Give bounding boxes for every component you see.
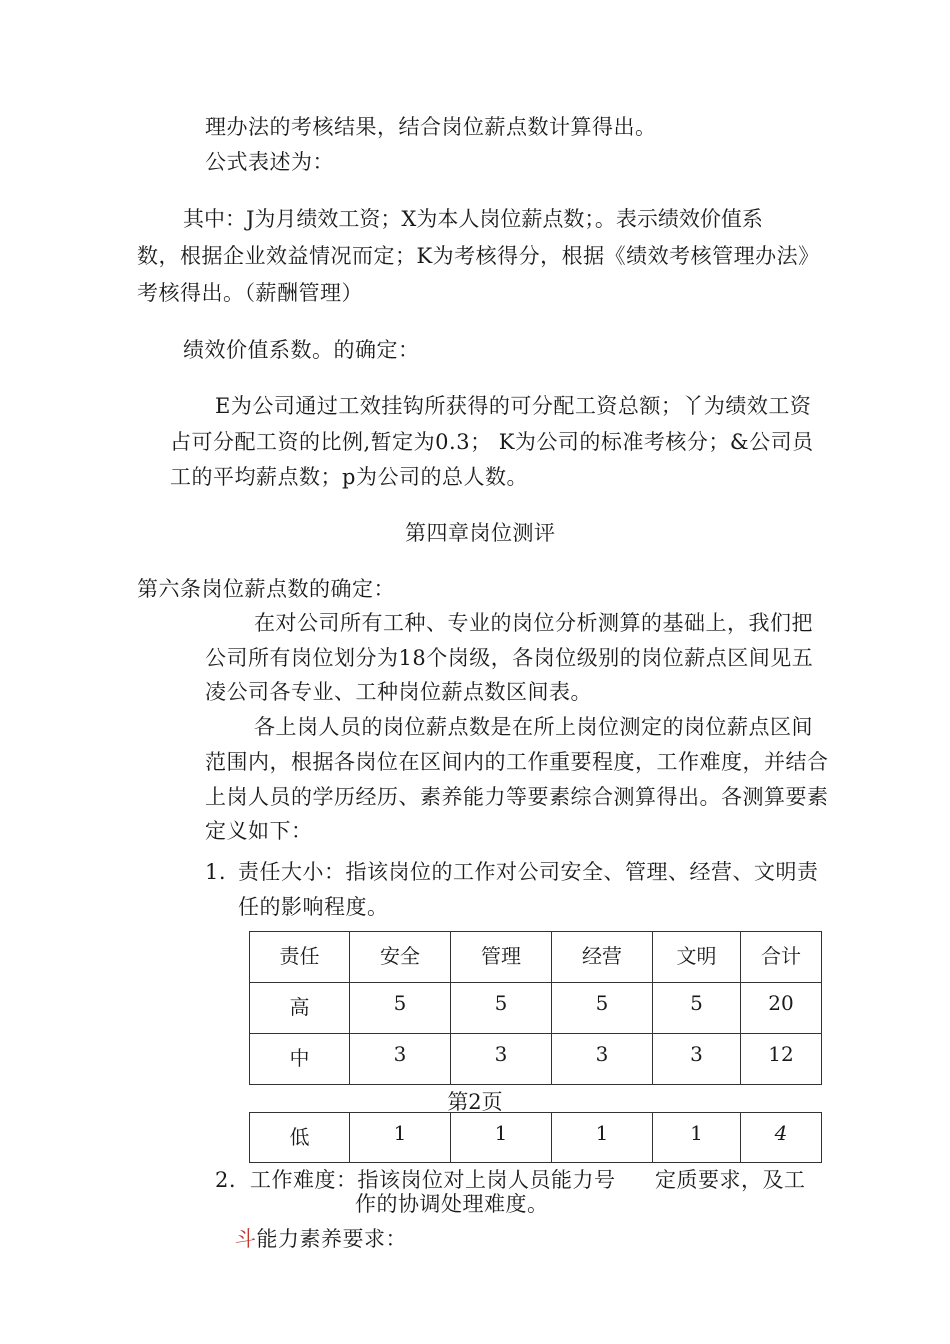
table-cell: 3	[451, 1034, 552, 1085]
text-line: 工的平均薪点数；p为公司的总人数。	[170, 465, 528, 489]
text-line: 在对公司所有工种、专业的岗位分析测算的基础上，我们把	[254, 611, 813, 635]
chapter-heading: 第四章岗位测评	[405, 521, 556, 545]
page-number: 第2页	[447, 1090, 503, 1114]
text-line: 定义如下：	[205, 819, 313, 843]
text-line: 上岗人员的学历经历、素养能力等要素综合测算得出。各测算要素	[205, 785, 829, 809]
text-line: 绩效价值系数。的确定：	[183, 338, 420, 362]
text-line: 公司所有岗位划分为18个岗级，各岗位级别的岗位薪点区间见五	[205, 646, 814, 670]
table-cell: 12	[741, 1034, 822, 1085]
table-header-cell: 责任	[250, 932, 350, 983]
text-line: 考核得出。（薪酬管理）	[137, 281, 363, 305]
table-header-cell: 文明	[653, 932, 741, 983]
text-line: E为公司通过工效挂钩所获得的可分配工资总额；丫为绩效工资	[215, 394, 812, 418]
table-cell: 3	[552, 1034, 653, 1085]
table-header-cell: 经营	[552, 932, 653, 983]
table-row	[250, 983, 822, 1034]
table-header-row	[250, 932, 822, 983]
table-header-cell: 合计	[741, 932, 822, 983]
red-mark: 斗	[235, 1227, 257, 1251]
table-cell: 中	[250, 1034, 350, 1085]
table-cell: 3	[653, 1034, 741, 1085]
list-number: 1.	[205, 860, 227, 884]
table-cell: 5	[653, 983, 741, 1034]
text-line: 责任大小：指该岗位的工作对公司安全、管理、经营、文明责	[238, 860, 819, 884]
text-span: 能力素养要求：	[256, 1227, 407, 1251]
table-header-cell: 安全	[350, 932, 451, 983]
table-cell: 低	[250, 1113, 350, 1163]
text-line: 定质要求，及工	[655, 1168, 806, 1192]
list-number: 2.	[215, 1168, 237, 1192]
table-row	[250, 1113, 822, 1163]
table-row	[250, 1034, 822, 1085]
text-line: 各上岗人员的岗位薪点数是在所上岗位测定的岗位薪点区间	[254, 715, 813, 739]
text-line: 占可分配工资的比例,暂定为0.3； K为公司的标准考核分；&公司员	[170, 430, 814, 454]
table-cell: 1	[451, 1113, 552, 1163]
text-line: 作的协调处理难度。	[355, 1192, 549, 1216]
table-cell: 4	[741, 1113, 822, 1163]
text-line: 工作难度：指该岗位对上岗人员能力号	[250, 1168, 616, 1192]
table-cell: 高	[250, 983, 350, 1034]
table-cell: 20	[741, 983, 822, 1034]
table-cell: 1	[653, 1113, 741, 1163]
text-line	[183, 205, 823, 233]
table-header-cell: 管理	[451, 932, 552, 983]
table-cell: 5	[552, 983, 653, 1034]
responsibility-table-continued	[249, 1112, 822, 1163]
table-cell: 3	[350, 1034, 451, 1085]
text-line: 凌公司各专业、工种岗位薪点数区间表。	[205, 680, 592, 704]
text-line	[235, 1225, 407, 1253]
article-heading: 第六条岗位薪点数的确定：	[137, 577, 395, 601]
text-line: 理办法的考核结果，结合岗位薪点数计算得出。	[205, 115, 657, 139]
table-cell: 5	[350, 983, 451, 1034]
text-line: 数，根据企业效益情况而定；K为考核得分，根据《绩效考核管理办法》	[137, 244, 820, 268]
text-line: 任的影响程度。	[238, 895, 389, 919]
table-cell: 1	[552, 1113, 653, 1163]
text-line: 范围内，根据各岗位在区间内的工作重要程度，工作难度，并结合	[205, 750, 829, 774]
text-line: 公式表述为：	[205, 150, 334, 174]
table-cell: 5	[451, 983, 552, 1034]
table-cell: 1	[350, 1113, 451, 1163]
responsibility-table	[249, 931, 822, 1085]
text-span: 其中：J为月绩效工资；X为本人岗位薪点数；。表示绩效价值系	[183, 207, 763, 231]
